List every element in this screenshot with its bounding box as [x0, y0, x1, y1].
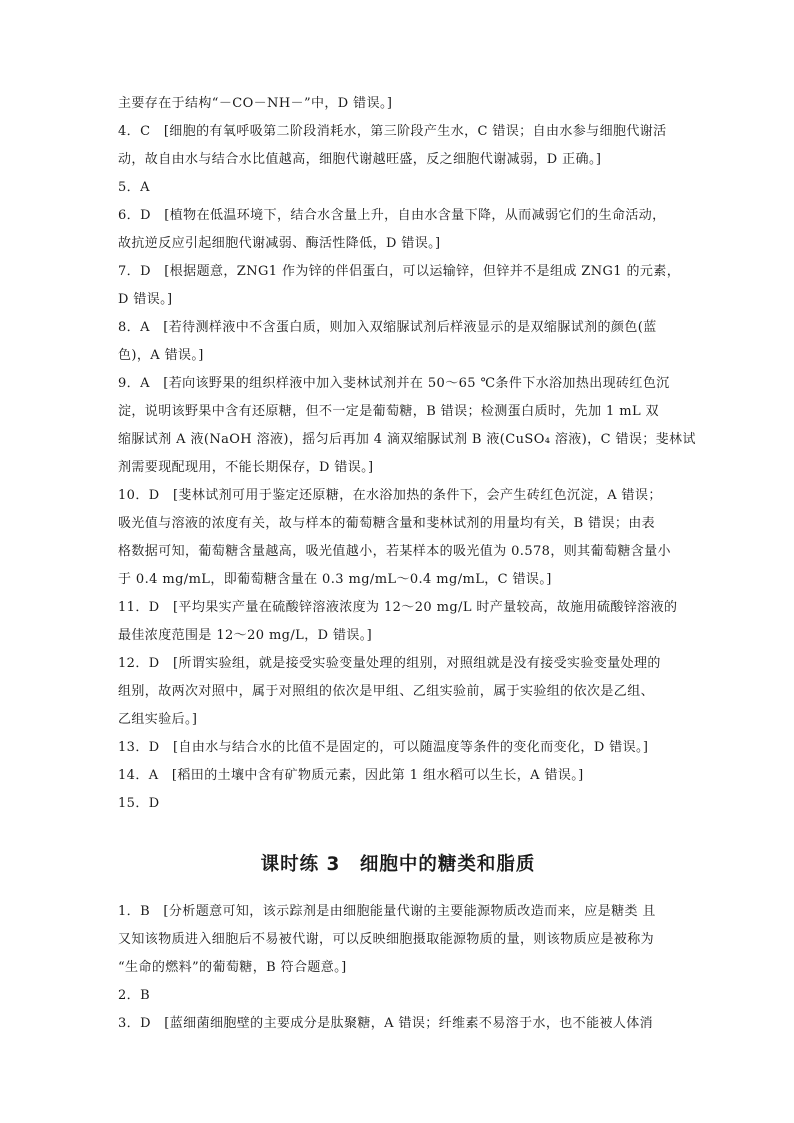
text-line: 3．D [蓝细菌细胞壁的主要成分是肽聚糖，A 错误；纤维素不易溶于水，也不能被人体消 [118, 1016, 654, 1031]
answers-block-2 [118, 898, 678, 1038]
text-line: 最佳浓度范围是 12～20 mg/L，D 错误。] [118, 628, 373, 643]
text-line: 15．D [118, 796, 160, 811]
text-line: 于 0.4 mg/mL，即葡萄糖含量在 0.3 mg/mL～0.4 mg/mL，C 错误。] [118, 572, 552, 587]
text-line: 11．D [平均果实产量在硫酸锌溶液浓度为 12～20 mg/L 时产量较高，故施用硫酸锌溶液的 [118, 600, 678, 615]
text-line: 5．A [118, 180, 150, 195]
text-line: 1．B [分析题意可知，该示踪剂是由细胞能量代谢的主要能源物质改造而来，应是糖类 且 [118, 904, 656, 919]
text-line: 7．D [根据题意，ZNG1 作为锌的伴侣蛋白，可以运输锌，但锌并不是组成 ZNG1 的元素， [118, 264, 681, 279]
text-line: 13．D [自由水与结合水的比值不是固定的，可以随温度等条件的变化而变化，D 错误。] [118, 740, 649, 755]
text-line: 2．B [118, 988, 151, 1003]
answers-block-1 [118, 90, 696, 818]
text-line: 故抗逆反应引起细胞代谢减弱、酶活性降低，D 错误。] [118, 236, 441, 251]
text-line: 14．A [稻田的土壤中含有矿物质元素，因此第 1 组水稻可以生长，A 错误。] [118, 768, 584, 783]
text-line: 淀，说明该野果中含有还原糖，但不一定是葡萄糖，B 错误；检测蛋白质时，先加 1 mL 双 [118, 404, 659, 419]
text-line: 剂需要现配现用，不能长期保存，D 错误。] [118, 460, 374, 475]
text-line: 12．D [所谓实验组，就是接受实验变量处理的组别，对照组就是没有接受实验变量处理的 [118, 656, 661, 671]
text-line: D 错误。] [118, 292, 173, 307]
text-line: 色)，A 错误。] [118, 348, 204, 363]
text-line: 缩脲试剂 A 液(NaOH 溶液)，摇匀后再加 4 滴双缩脲试剂 B 液(CuSO₄ 溶液)，C 错误；斐林试 [118, 432, 696, 447]
text-line: 6．D [植物在低温环境下，结合水含量上升，自由水含量下降，从而减弱它们的生命活动， [118, 208, 666, 223]
answer-page [118, 90, 696, 1038]
text-line: 组别，故两次对照中，属于对照组的依次是甲组、乙组实验前，属于实验组的依次是乙组、 [118, 684, 655, 699]
text-line: 10．D [斐林试剂可用于鉴定还原糖，在水浴加热的条件下，会产生砖红色沉淀，A 错误； [118, 488, 662, 503]
text-line: 格数据可知，葡萄糖含量越高，吸光值越小，若某样本的吸光值为 0.578，则其葡萄糖含量小 [118, 544, 671, 559]
text-line: 又知该物质进入细胞后不易被代谢，可以反映细胞摄取能源物质的量，则该物质应是被称为 [118, 932, 655, 947]
text-line: 吸光值与溶液的浓度有关，故与样本的葡萄糖含量和斐林试剂的用量均有关，B 错误；由表 [118, 516, 656, 531]
text-line: 动，故自由水与结合水比值越高，细胞代谢越旺盛，反之细胞代谢减弱，D 正确。] [118, 152, 602, 167]
text-line: 8．A [若待测样液中不含蛋白质，则加入双缩脲试剂后样液显示的是双缩脲试剂的颜色(蓝 [118, 320, 657, 335]
section-title: 课时练 3 细胞中的糖类和脂质 [260, 854, 536, 875]
text-line: “生命的燃料”的葡萄糖，B 符合题意。] [118, 960, 347, 975]
text-line: 乙组实验后。] [118, 712, 198, 727]
text-line: 主要存在于结构“－CO－NH－”中，D 错误。] [118, 96, 393, 111]
text-line: 4．C [细胞的有氧呼吸第二阶段消耗水，第三阶段产生水，C 错误；自由水参与细胞代谢活 [118, 124, 667, 139]
text-line: 9．A [若向该野果的组织样液中加入斐林试剂并在 50～65 ℃条件下水浴加热出现砖红色沉 [118, 376, 670, 391]
